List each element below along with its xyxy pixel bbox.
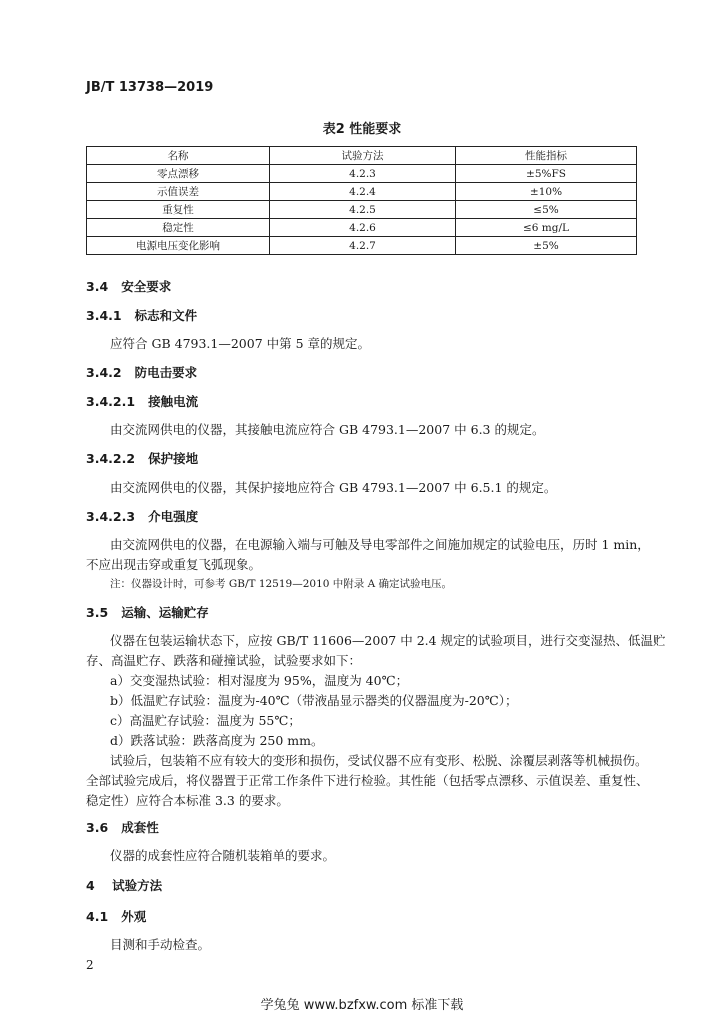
table-cell: 零点漂移 [87,165,270,183]
section-heading-3-5 [86,603,209,621]
section-title: 介电强度 [148,509,199,524]
paragraph: 应符合 GB 4793.1—2007 中第 5 章的规定。 [110,336,371,351]
table-cell: 电源电压变化影响 [87,237,270,255]
paragraph-line: 不应出现击穿或重复飞弧现象。 [86,557,262,572]
column-header: 性能指标 [456,147,637,165]
table-cell: 4.2.6 [270,219,456,237]
section-number: 4.1 [86,909,109,924]
section-number: 3.4.2 [86,365,122,380]
paragraph-line: 存、高温贮存、跌落和碰撞试验，试验要求如下： [86,653,362,668]
paragraph-line: 全部试验完成后，将仪器置于正常工作条件下进行检验。其性能（包括零点漂移、示值误差、重复性、 [86,773,649,788]
section-heading-4-1 [86,907,146,925]
section-heading-3-4-2-1 [86,392,198,410]
table-row [87,201,637,219]
section-number: 4 [86,878,95,893]
column-header: 名称 [87,147,270,165]
table-title: 表2 性能要求 [322,122,402,137]
page-number: 2 [86,958,94,972]
table-cell: 稳定性 [87,219,270,237]
table-header-row [87,147,637,165]
table-row [87,237,637,255]
section-heading-3-6 [86,818,159,836]
standard-code: JB/T 13738—2019 [86,80,214,95]
section-number: 3.4.2.2 [86,451,136,466]
table-row [87,183,637,201]
section-heading-3-4-2-3 [86,507,198,525]
list-item: d）跌落试验：跌落高度为 250 mm。 [110,733,324,748]
section-title: 运输、运输贮存 [121,605,209,620]
section-title: 保护接地 [148,451,199,466]
section-number: 3.5 [86,605,109,620]
section-heading-3-4-2-2 [86,449,198,467]
table-cell: 重复性 [87,201,270,219]
list-item: c）高温贮存试验：温度为 55℃； [110,713,301,728]
table-cell: ±10% [456,183,637,201]
section-number: 3.4.1 [86,308,122,323]
list-item: b）低温贮存试验：温度为-40℃（带液晶显示器类的仪器温度为-20℃）； [110,693,518,708]
paragraph-line: 仪器在包装运输状态下，应按 GB/T 11606—2007 中 2.4 规定的试验项目，进行交变湿热、低温贮 [110,633,666,648]
section-title: 安全要求 [121,279,172,294]
section-title: 试验方法 [112,878,163,893]
paragraph: 仪器的成套性应符合随机装箱单的要求。 [110,848,336,863]
table-cell: 4.2.7 [270,237,456,255]
paragraph-line: 稳定性）应符合本标准 3.3 的要求。 [86,793,289,808]
section-number: 3.6 [86,820,109,835]
section-title: 外观 [121,909,147,924]
paragraph: 由交流网供电的仪器，其接触电流应符合 GB 4793.1—2007 中 6.3 的规定。 [110,422,545,437]
section-heading-3-4 [86,277,171,295]
table-cell: 4.2.4 [270,183,456,201]
column-header: 试验方法 [270,147,456,165]
table-cell: ≤6 mg/L [456,219,637,237]
footer-watermark: 学兔兔 www.bzfxw.com 标准下载 [260,998,464,1013]
table-cell: ±5% [456,237,637,255]
paragraph: 目测和手动检查。 [110,937,211,952]
section-heading-4 [86,876,162,894]
table-row [87,165,637,183]
table-cell: ≤5% [456,201,637,219]
section-title: 接触电流 [148,394,199,409]
section-number: 3.4 [86,279,109,294]
section-title: 标志和文件 [134,308,198,323]
note: 注：仪器设计时，可参考 GB/T 12519—2010 中附录 A 确定试验电压。 [110,578,453,590]
performance-table [86,146,637,255]
section-number: 3.4.2.3 [86,509,136,524]
section-title: 成套性 [121,820,159,835]
paragraph-line: 由交流网供电的仪器，在电源输入端与可触及导电零部件之间施加规定的试验电压，历时 1 min， [110,537,650,552]
table-cell: ±5%FS [456,165,637,183]
section-heading-3-4-2 [86,363,197,381]
table-cell: 4.2.5 [270,201,456,219]
paragraph-line: 试验后，包装箱不应有较大的变形和损伤，受试仪器不应有变形、松脱、涂覆层剥落等机械损伤。 [110,753,648,768]
table-cell: 示值误差 [87,183,270,201]
table-row [87,219,637,237]
list-item: a）交变湿热试验：相对湿度为 95%，温度为 40℃； [110,673,409,688]
paragraph: 由交流网供电的仪器，其保护接地应符合 GB 4793.1—2007 中 6.5.1 的规定。 [110,480,557,495]
section-heading-3-4-1 [86,306,197,324]
section-number: 3.4.2.1 [86,394,136,409]
table-cell: 4.2.3 [270,165,456,183]
section-title: 防电击要求 [134,365,198,380]
